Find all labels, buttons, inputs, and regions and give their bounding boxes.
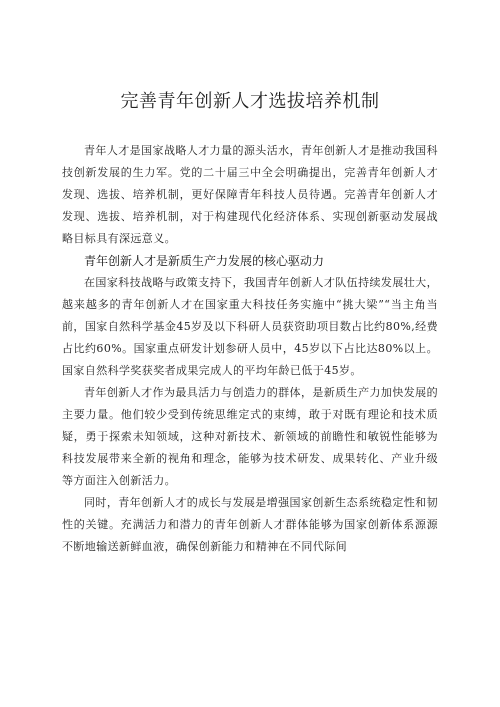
paragraph-statistics: 在国家科技战略与政策支持下，我国青年创新人才队伍持续发展壮大，越来越多的青年创新人才在国家重大科技任务实施中“挑大梁”“当主角当前，国家自然科学基金45岁及以下科研人员获资助项目数占比约80%,经费占比约60%。国家重点研发计划参研人员中，45岁以下占比达80%以上。国家自然科学奖获奖者成果完成人的平均年龄已低于45岁。	[62, 276, 438, 377]
paragraph-intro: 青年人才是国家战略人才力量的源头活水，青年创新人才是推动我国科技创新发展的生力军。党的二十届三中全会明确提出，完善青年创新人才发现、选拔、培养机制，更好保障青年科技人员待遇。完善青年创新人才发现、选拔、培养机制，对于构建现代化经济体系、实现创新驱动发展战略目标具有深远意义。	[62, 144, 438, 245]
document-title: 完善青年创新人才选拔培养机制	[120, 91, 380, 112]
paragraph-vitality: 青年创新人才作为最具活力与创造力的群体，是新质生产力加快发展的主要力量。他们较少受到传统思维定式的束缚，敢于对既有理论和技术质疑，勇于探索未知领域，这种对新技术、新领域的前瞻性和敏锐性能够为科技发展带来全新的视角和理念，能够为技术研发、成果转化、产业升级等方面注入创新活力。	[62, 386, 438, 487]
document-body	[62, 140, 438, 558]
section-heading: 青年创新人才是新质生产力发展的核心驱动力	[84, 254, 325, 268]
paragraph-ecosystem: 同时，青年创新人才的成长与发展是增强国家创新生态系统稳定性和韧性的关键。充满活力和潜力的青年创新人才群体能够为国家创新体系源源不断地输送新鲜血液，确保创新能力和精神在不同代际间	[62, 496, 438, 553]
